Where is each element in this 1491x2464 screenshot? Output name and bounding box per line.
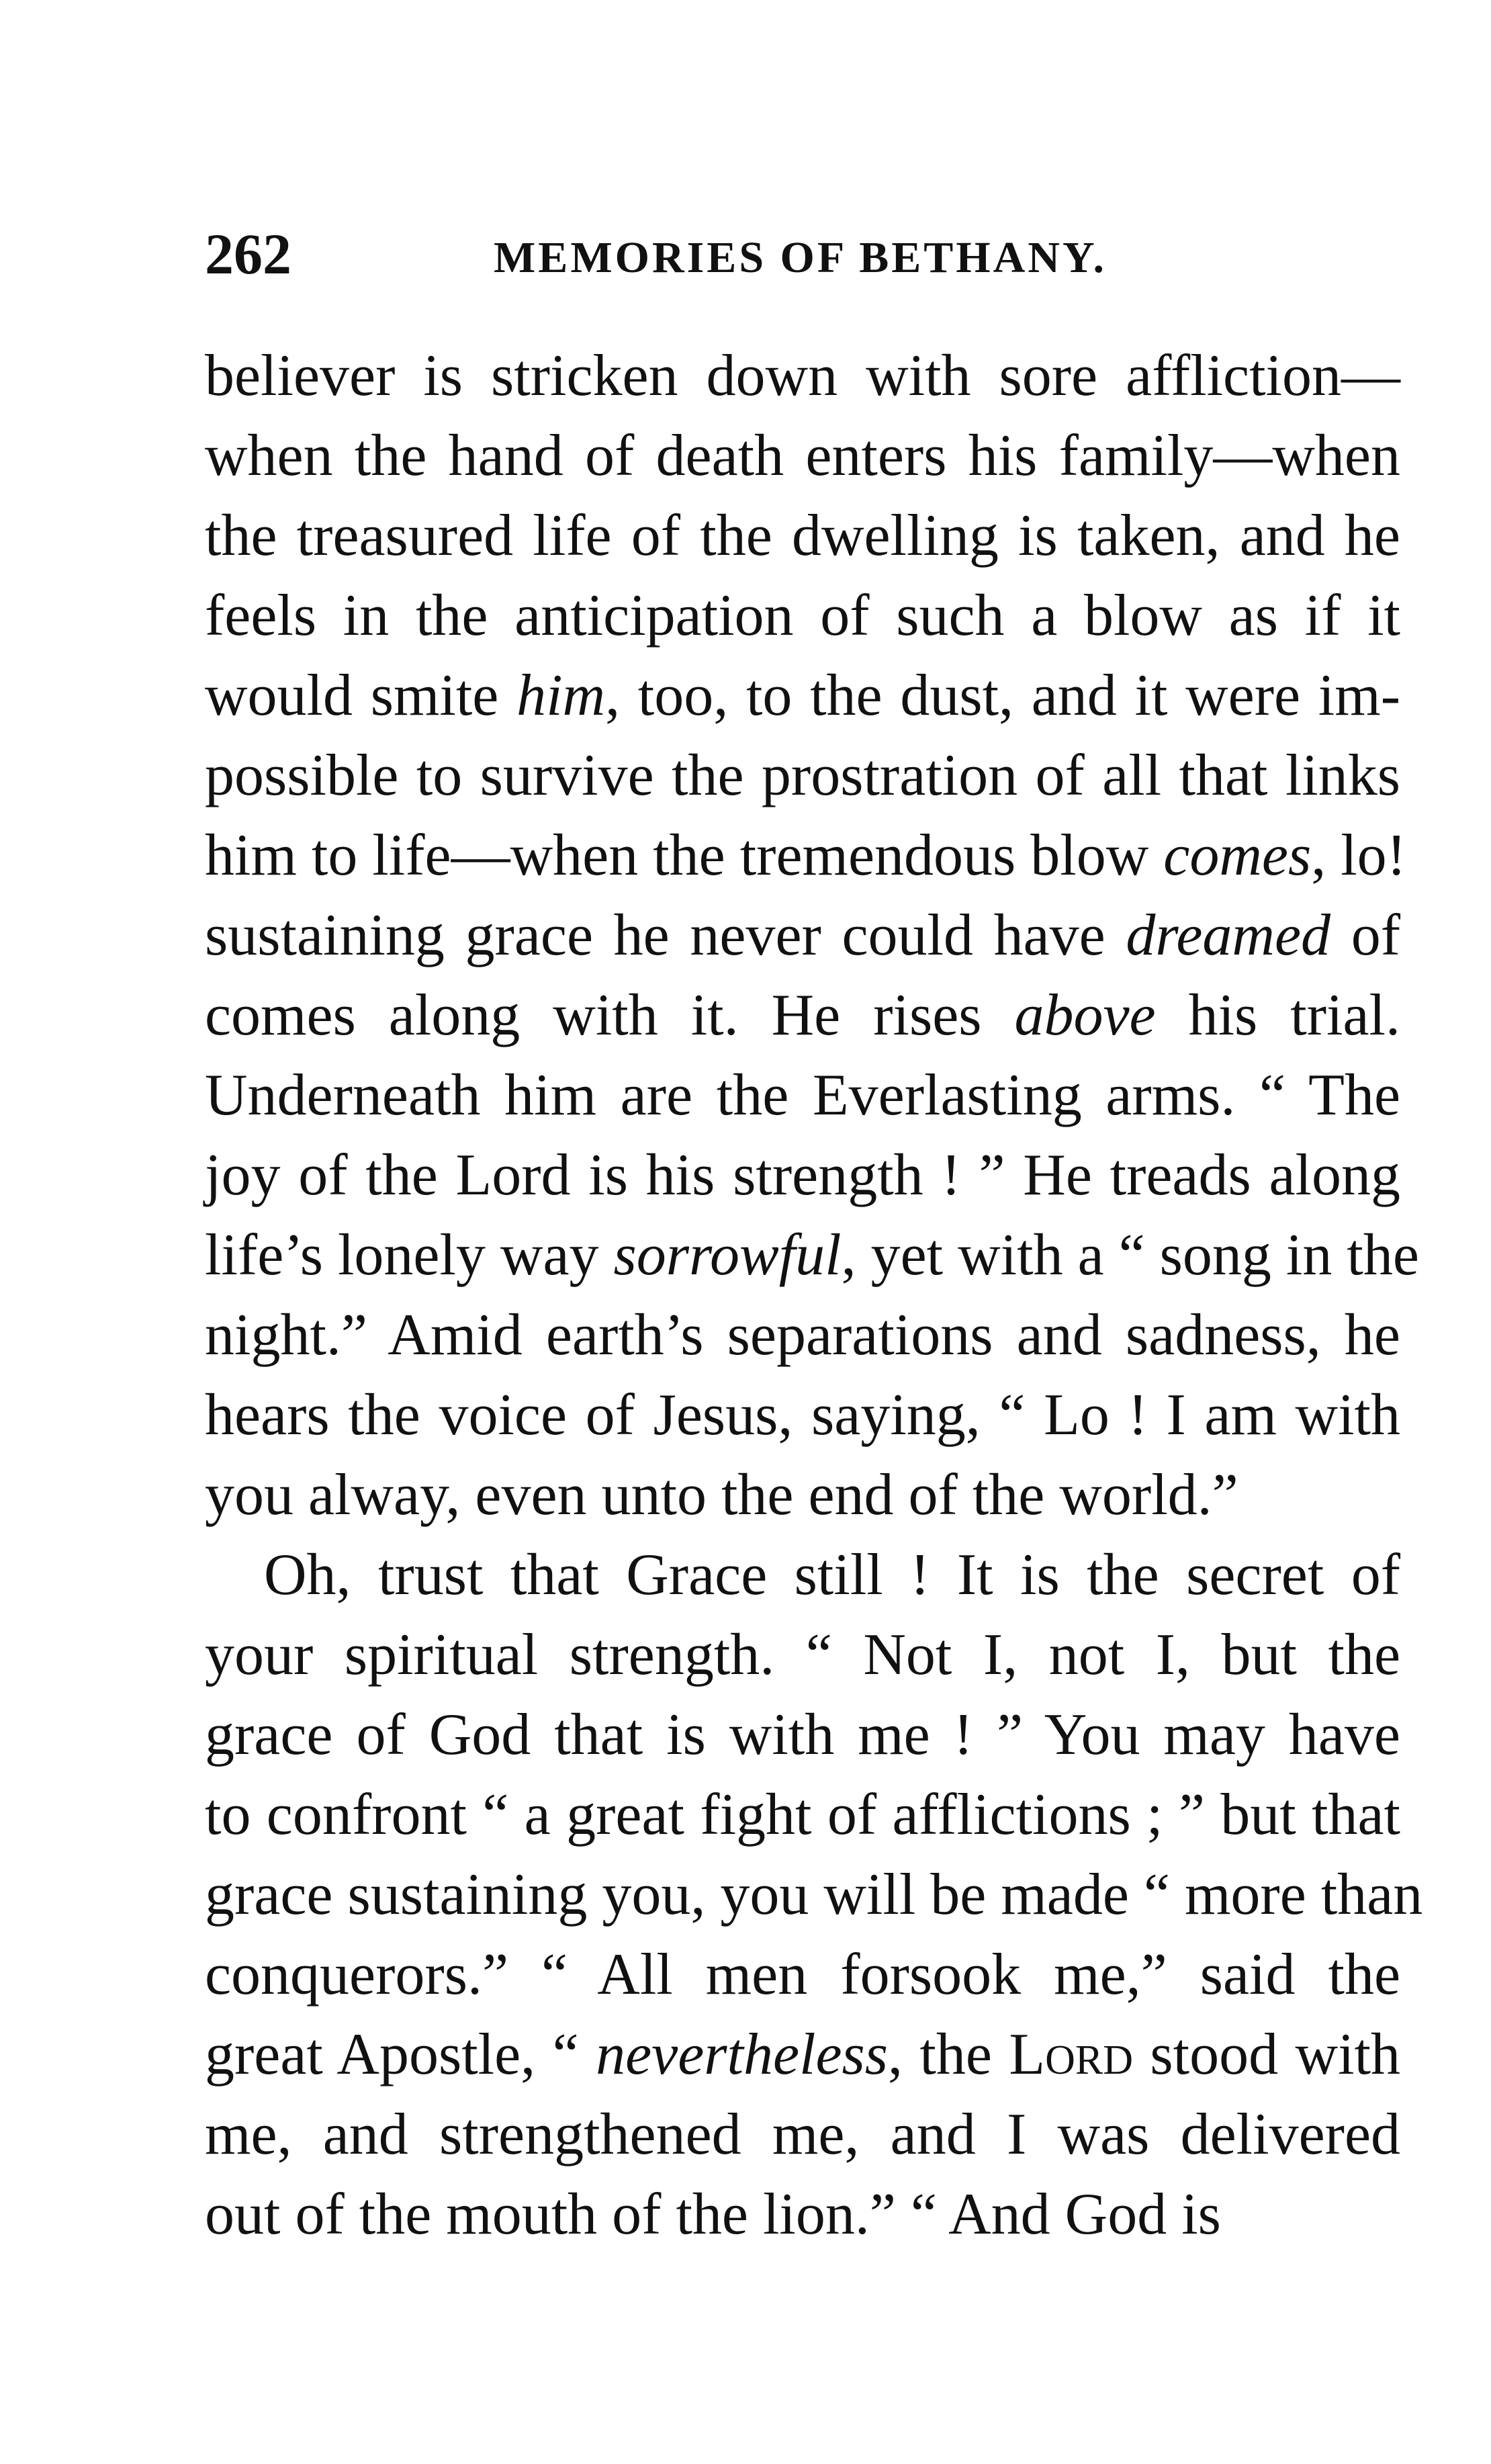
text-run: would smite	[205, 663, 517, 728]
text-line	[205, 1695, 1400, 1775]
text-run: possible to survive the prostration of all that links	[205, 743, 1400, 808]
small-caps-text: Lord	[1009, 2022, 1134, 2087]
text-run: joy of the Lord is his strength ! ” He treads along	[205, 1143, 1400, 1208]
text-run: grace of God that is with me ! ” You may have	[205, 1702, 1400, 1767]
italic-text: nevertheless	[596, 2022, 889, 2087]
paragraph	[205, 1535, 1423, 2254]
text-line	[205, 656, 1400, 736]
text-line	[205, 895, 1400, 975]
text-line	[205, 2174, 1400, 2254]
text-line	[205, 736, 1400, 816]
running-head: MEMORIES OF BETHANY.	[494, 233, 1108, 282]
text-run: him to life—when the tremendous blow	[205, 823, 1164, 888]
text-line	[205, 975, 1400, 1055]
text-run: comes along with it. He rises	[205, 983, 1015, 1048]
text-line	[205, 1775, 1400, 1855]
text-line	[205, 1855, 1423, 1935]
text-line	[205, 1615, 1400, 1695]
page-header	[205, 214, 1400, 294]
text-run: , the	[888, 2022, 1009, 2087]
text-line	[205, 2015, 1400, 2095]
text-run: hears the voice of Jesus, saying, “ Lo ! I am with	[205, 1382, 1400, 1448]
text-line	[205, 416, 1400, 496]
text-run: , yet with a “ song in the	[841, 1223, 1419, 1288]
text-run: feels in the anticipation of such a blow as if it	[205, 583, 1400, 648]
text-run: Underneath him are the Everlasting arms. “ The	[205, 1063, 1400, 1128]
text-run: of	[1330, 903, 1401, 968]
text-run: grace sustaining you, you will be made “ more than	[205, 1862, 1423, 1927]
italic-text: sorrowful	[613, 1223, 842, 1288]
text-line	[205, 1375, 1400, 1455]
text-run: Oh, trust that Grace still ! It is the secret of	[264, 1542, 1400, 1608]
text-run: , too, to the dust, and it were im-	[605, 663, 1400, 728]
italic-text: dreamed	[1126, 903, 1331, 968]
text-run: the treasured life of the dwelling is taken, and he	[205, 503, 1400, 568]
italic-text: him	[516, 663, 606, 728]
text-run: out of the mouth of the lion.” “ And God is	[205, 2182, 1221, 2247]
text-run: me, and strengthened me, and I was delivered	[205, 2102, 1400, 2167]
text-run: his trial.	[1155, 983, 1400, 1048]
text-line	[205, 1215, 1419, 1295]
text-line	[205, 1295, 1400, 1375]
text-line	[205, 336, 1400, 416]
text-line	[205, 1535, 1400, 1615]
text-line	[205, 1055, 1400, 1135]
paragraph	[205, 336, 1419, 1535]
text-run: sustaining grace he never could have	[205, 903, 1126, 968]
text-run: stood with	[1133, 2022, 1400, 2087]
text-run: your spiritual strength. “ Not I, not I, but the	[205, 1622, 1400, 1687]
text-line	[205, 576, 1400, 656]
text-run: when the hand of death enters his family—when	[205, 423, 1400, 488]
text-line	[205, 816, 1406, 895]
body-text	[205, 336, 1423, 2254]
text-run: , lo!	[1311, 823, 1406, 888]
text-run: great Apostle, “	[205, 2022, 596, 2087]
text-line	[205, 1455, 1400, 1535]
text-run: believer is stricken down with sore affliction—	[205, 343, 1400, 408]
page-number: 262	[205, 222, 291, 286]
text-run: to confront “ a great fight of afflictions ; ” but that	[205, 1782, 1400, 1847]
text-line	[205, 1935, 1400, 2015]
text-line	[205, 2095, 1400, 2174]
text-line	[205, 496, 1400, 576]
text-line	[205, 1135, 1400, 1215]
text-run: you alway, even unto the end of the world.”	[205, 1462, 1238, 1528]
text-run: conquerors.” “ All men forsook me,” said the	[205, 1942, 1400, 2007]
italic-text: comes	[1163, 823, 1312, 888]
text-run: night.” Amid earth’s separations and sadness, he	[205, 1303, 1400, 1368]
italic-text: above	[1014, 983, 1156, 1048]
text-run: life’s lonely way	[205, 1223, 614, 1288]
